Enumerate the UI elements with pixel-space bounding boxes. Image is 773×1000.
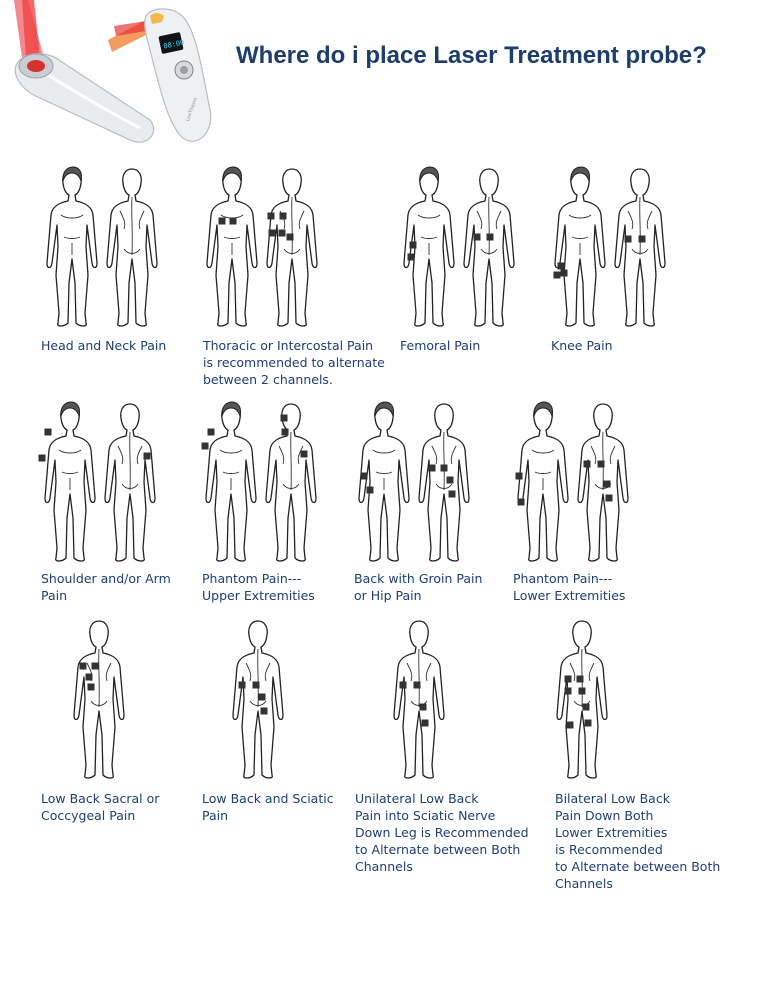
caption-unilateral-low-back: Unilateral Low Back Pain into Sciatic Nerve Down Leg is Recommended to Alternate between Both Channels [355, 791, 529, 874]
electrode-pad-icon [447, 477, 454, 484]
electrode-pad-icon [414, 682, 421, 689]
laser-device-icon [14, 0, 154, 142]
electrode-pad-icon [86, 674, 93, 681]
electrode-pad-icon [567, 722, 574, 729]
electrode-pad-icon [441, 465, 448, 472]
electrode-pad-icon [301, 451, 308, 458]
electrode-pad-icon [577, 676, 584, 683]
caption-phantom-upper: Phantom Pain--- Upper Extremities [202, 571, 315, 603]
electrode-pad-icon [282, 429, 289, 436]
electrode-pad-icon [279, 230, 286, 237]
electrode-pad-icon [39, 455, 46, 462]
electrode-pad-icon [208, 429, 215, 436]
placement-phantom-upper [199, 398, 325, 568]
electrode-pad-icon [598, 461, 605, 468]
placement-bilateral-low-back [537, 615, 627, 785]
electrode-pad-icon [604, 481, 611, 488]
electrode-pad-icon [88, 684, 95, 691]
placement-low-back-sacral [54, 615, 144, 785]
electrode-pad-icon [268, 213, 275, 220]
electrode-pad-icon [518, 499, 525, 506]
placement-knee [548, 163, 674, 333]
electrode-pad-icon [625, 236, 632, 243]
electrode-pad-icon [565, 688, 572, 695]
electrode-pad-icon [422, 720, 429, 727]
electrode-pad-icon [367, 487, 374, 494]
electrode-pad-icon [429, 465, 436, 472]
placement-phantom-lower [511, 398, 637, 568]
caption-thoracic: Thoracic or Intercostal Pain is recommended to alternate between 2 channels. [203, 338, 385, 387]
placement-thoracic [200, 163, 326, 333]
caption-knee: Knee Pain [551, 338, 613, 353]
device-display-readout: 08:00 [162, 38, 186, 51]
caption-head-neck: Head and Neck Pain [41, 338, 167, 353]
electrode-pad-icon [400, 682, 407, 689]
electrode-pad-icon [45, 429, 52, 436]
electrode-pad-icon [253, 682, 260, 689]
electrode-pad-icon [585, 720, 592, 727]
caption-femoral: Femoral Pain [400, 338, 481, 353]
caption-low-back-sacral: Low Back Sacral or Coccygeal Pain [41, 791, 160, 823]
electrode-pad-icon [144, 453, 151, 460]
electrode-pad-icon [474, 234, 481, 241]
electrode-pad-icon [280, 213, 287, 220]
electrode-pad-icon [261, 708, 268, 715]
electrode-pad-icon [583, 704, 590, 711]
electrode-pad-icon [410, 242, 417, 249]
electrode-pad-icon [579, 688, 586, 695]
electrode-pad-icon [565, 676, 572, 683]
placement-femoral [397, 163, 523, 333]
electrode-pad-icon [259, 694, 266, 701]
electrode-pad-icon [449, 491, 456, 498]
electrode-pad-icon [269, 230, 276, 237]
electrode-pad-icon [606, 495, 613, 502]
page-title: Where do i place Laser Treatment probe? [236, 42, 707, 69]
placement-back-groin [352, 398, 478, 568]
electrode-pad-icon [230, 218, 237, 225]
electrode-pad-icon [219, 218, 226, 225]
electrode-pad-icon [239, 682, 246, 689]
electrode-pad-icon [361, 473, 368, 480]
device-brand-mark: LuxTherm [184, 96, 200, 123]
electrode-pad-icon [281, 415, 288, 422]
electrode-pad-icon [408, 254, 415, 261]
caption-back-groin: Back with Groin Pain or Hip Pain [354, 571, 483, 603]
electrode-pad-icon [92, 663, 99, 670]
electrode-pad-icon [639, 236, 646, 243]
placement-low-back-sciatic [213, 615, 303, 785]
electrode-pad-icon [584, 461, 591, 468]
electrode-pad-icon [420, 704, 427, 711]
electrode-pad-icon [287, 234, 294, 241]
caption-phantom-lower: Phantom Pain--- Lower Extremities [513, 571, 626, 603]
caption-bilateral-low-back: Bilateral Low Back Pain Down Both Lower Extremities is Recommended to Alternate between Both Channels [555, 791, 721, 891]
electrode-pad-icon [80, 663, 87, 670]
placement-shoulder-arm [38, 398, 164, 568]
caption-shoulder-arm: Shoulder and/or Arm Pain [41, 571, 171, 603]
electrode-pad-icon [487, 234, 494, 241]
placement-head-neck [40, 163, 166, 333]
device-images [0, 0, 215, 155]
electrode-pad-icon [516, 473, 523, 480]
electrode-pad-icon [554, 272, 561, 279]
electrode-pad-icon [561, 270, 568, 277]
electrode-pad-icon [558, 263, 565, 270]
placement-unilateral-low-back [374, 615, 464, 785]
electrode-pad-icon [202, 443, 209, 450]
caption-low-back-sciatic: Low Back and Sciatic Pain [202, 791, 334, 823]
